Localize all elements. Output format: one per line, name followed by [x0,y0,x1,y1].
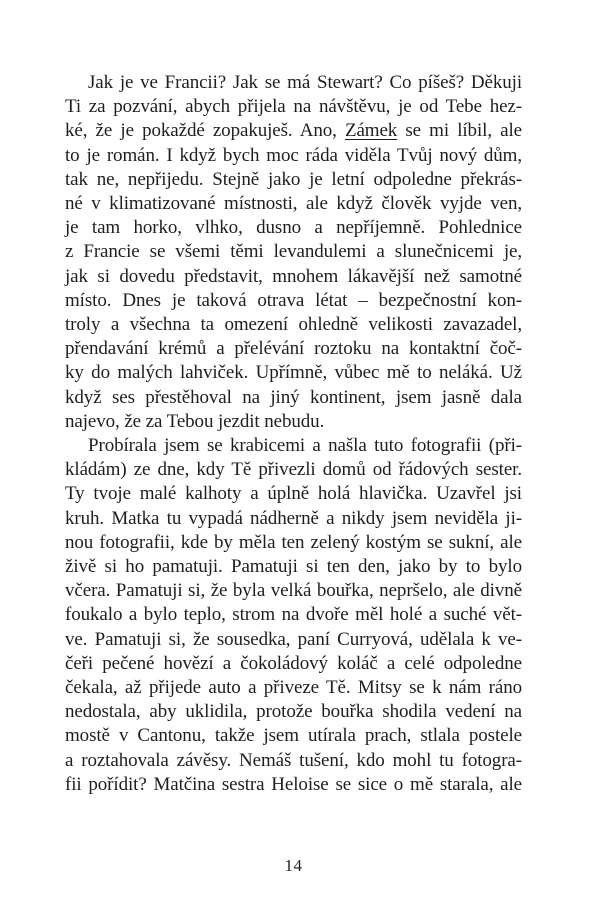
text-line: najevo, že za Tebou jezdit nebudu. [65,410,325,432]
text-line: tak ne, nepřijedu. Stejně jako je letní odpoledne překrás- [65,168,522,190]
text-line: ve. Pamatuji si, že sousedka, paní Curryová, udělala k ve- [65,628,522,650]
text-line: je tam horko, vlhko, dusno a nepříjemně. Pohlednice [65,217,522,239]
text-line: nou fotografii, kde by měla ten zelený kostým se sukní, ale [65,531,522,553]
text-line: z Francie se všemi těmi levandulemi a slunečnicemi je, [65,241,522,263]
text-line: čeři pečené hovězí a čokoládový koláč a celé odpoledne [65,652,522,674]
text-line: kruh. Matka tu vypadá nádherně a nikdy jsem neviděla ji- [65,507,522,529]
text-line: ky do malých lahviček. Upřímně, vůbec mě to neláká. Už [65,362,522,384]
text-line: Ti za pozvání, abych přijela na návštěvu, je od Tebe hez- [65,96,522,118]
text-line: když ses přestěhoval na jiný kontinent, jsem jasně dala [65,386,522,408]
text-line: kládám) ze dne, kdy Tě přivezli domů od řádových sester. [65,459,522,481]
text-line: Probírala jsem se krabicemi a našla tuto fotografii (při- [88,435,522,457]
underlined-book-title: Zámek [344,120,398,142]
text-line: Ty tvoje malé kalhoty a úplně holá hlavička. Uzavřel jsi [65,483,522,505]
text-line: to je román. I když bych moc ráda viděla Tvůj nový dům, [65,144,522,166]
text-line: fii pořídit? Matčina sestra Heloise se sice o mě starala, ale [65,773,522,795]
text-block [65,71,522,797]
text-line: mostě v Cantonu, takže jsem utírala prach, stlala postele [65,725,522,747]
text-line: živě si ho pamatuji. Pamatuji si ten den, jako by to bylo [65,556,522,578]
text-line: včera. Pamatuji si, že byla velká bouřka, nepršelo, ale divně [65,580,522,602]
paragraph [65,71,522,434]
text-line: jak si dovedu představit, mnohem lákavější než samotné [65,265,522,287]
text-line: ké, že je pokaždé zopakuješ. Ano, Zámek se mi líbil, ale [65,120,522,142]
text-line: čekala, až přijede auto a přiveze Tě. Mitsy se k nám ráno [65,677,522,699]
text-line: nedostala, aby uklidila, protože bouřka shodila vedení na [65,701,522,723]
text-line: troly a všechna ta omezení ohledně velikosti zavazadel, [65,314,522,336]
text-line: foukalo a bylo teplo, strom na dvoře měl holé a suché vět- [65,604,522,626]
text-line: místo. Dnes je taková otrava létat – bezpečnostní kon- [65,289,522,311]
text-line: přendavání krémů a přelévání roztoku na kontaktní čoč- [65,338,522,360]
paragraph [65,434,522,797]
text-line: a roztahovala závěsy. Nemáš tušení, kdo mohl tu fotogra- [65,749,522,771]
page-number: 14 [284,856,303,875]
text-line: Jak je ve Francii? Jak se má Stewart? Co píšeš? Děkuji [88,72,522,93]
text-line: né v klimatizované místnosti, ale když člověk vyjde ven, [65,193,522,215]
